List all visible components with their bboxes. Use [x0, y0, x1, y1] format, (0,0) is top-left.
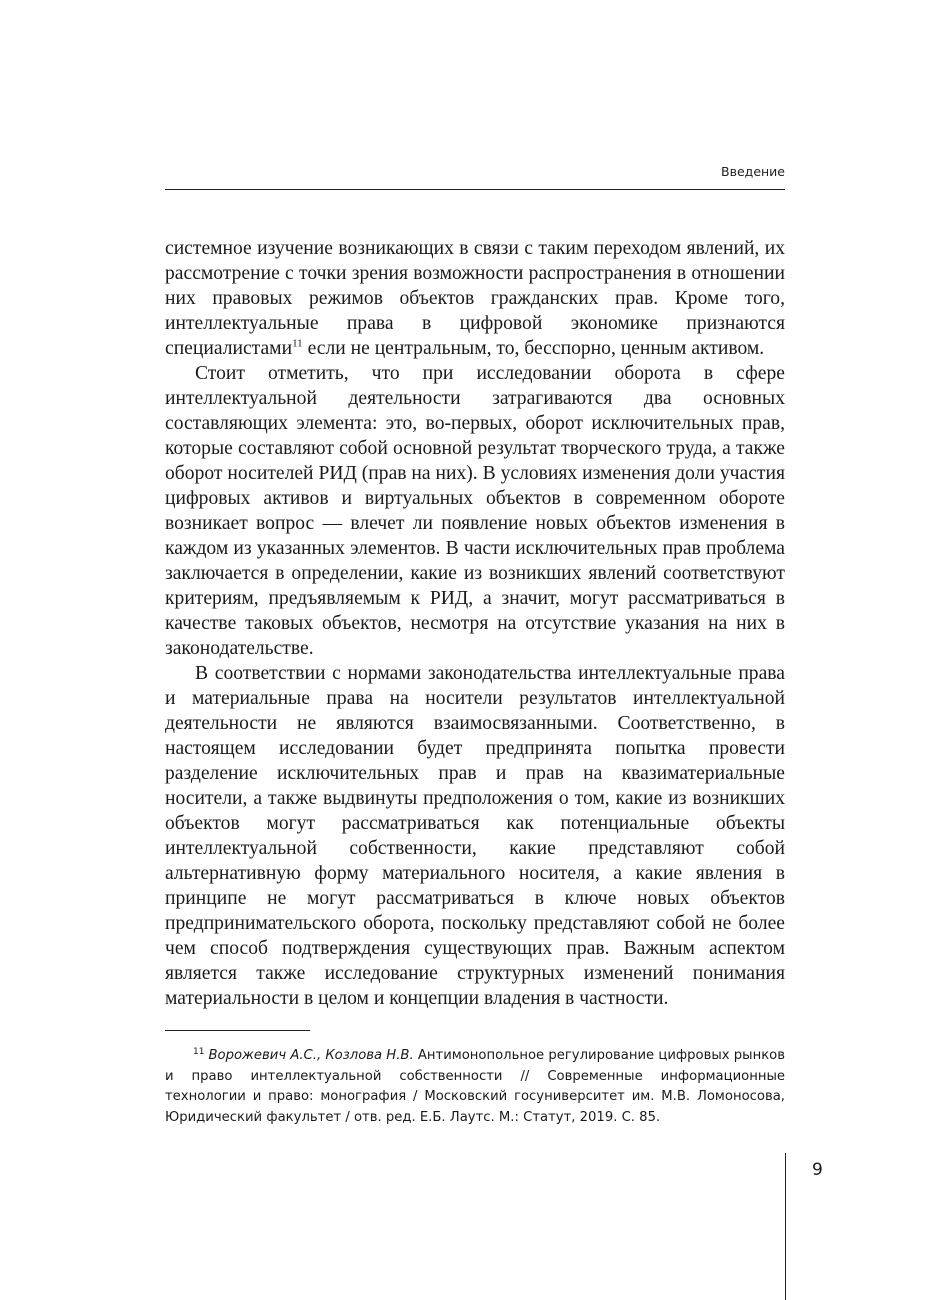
- footnote-11: [165, 1046, 785, 1128]
- paragraph-2: Стоит отметить, что при исследовании оборота в сфере интеллектуальной деятельности затрагиваются два основных составляющих элемента: это, во-первых, оборот исключительных прав, которые составляют собой основной результат творческого труда, а также оборот носителей РИД (прав на них). В условиях изменения доли участия цифровых активов и виртуальных объектов в современном обороте возникает вопрос — влечет ли появление новых объектов изменения в каждом из указанных элементов. В части исключительных прав проблема заключается в определении, какие из возникших явлений соответствуют критериям, предъявляемым к РИД, а значит, могут рассматриваться в качестве таковых объектов, несмотря на отсутствие указания на них в законодательстве.: [165, 363, 785, 659]
- footnote-reference-11[interactable]: 11: [292, 337, 303, 350]
- folio-rule: [785, 1153, 786, 1300]
- paragraph-1-text: системное изучение возникающих в связи с таким переходом явлений, их рассмотрение с точки зрения возможности распространения в отношении них правовых режимов объектов гражданских прав. Кроме того, интеллектуальные права в цифровой экономике признаются специалистами: [165, 238, 785, 359]
- paragraph-1-tail: если не центральным, то, бесспорно, ценным активом.: [302, 338, 765, 359]
- footnote-number: 11: [193, 1046, 205, 1057]
- paragraph-1: [165, 236, 785, 361]
- main-text: [165, 236, 785, 1011]
- header-rule: [165, 189, 785, 190]
- footnote-authors: Ворожевич А.С., Козлова Н.В.: [208, 1048, 414, 1063]
- page-number: 9: [812, 1160, 823, 1180]
- footnote-text: Антимонопольное регулирование цифровых рынков и право интеллектуальной собственности // Современные информационные технологии и право: монография / Московский госуниверситет им. М.В. Ломоносова, Юридический факультет / отв. ред. Е.Б. Лаутс. М.: Статут, 2019. С. 85.: [165, 1048, 786, 1125]
- footnote-rule: [165, 1030, 310, 1031]
- running-head-section-title: Введение: [721, 164, 785, 179]
- paragraph-3: В соответствии с нормами законодательства интеллектуальные права и материальные права на носители результатов интеллектуальной деятельности не являются взаимосвязанными. Соответственно, в настоящем исследовании будет предпринята попытка провести разделение исключительных прав и прав на квазиматериальные носители, а также выдвинуты предположения о том, какие из возникших объектов могут рассматриваться как потенциальные объекты интеллектуальной собственности, какие представляют собой альтернативную форму материального носителя, а какие явления в принципе не могут рассматриваться в ключе новых объектов предпринимательского оборота, поскольку представляют собой не более чем способ подтверждения существующих прав. Важным аспектом является также исследование структурных изменений понимания материальности в целом и концепции владения в частности.: [165, 663, 785, 1009]
